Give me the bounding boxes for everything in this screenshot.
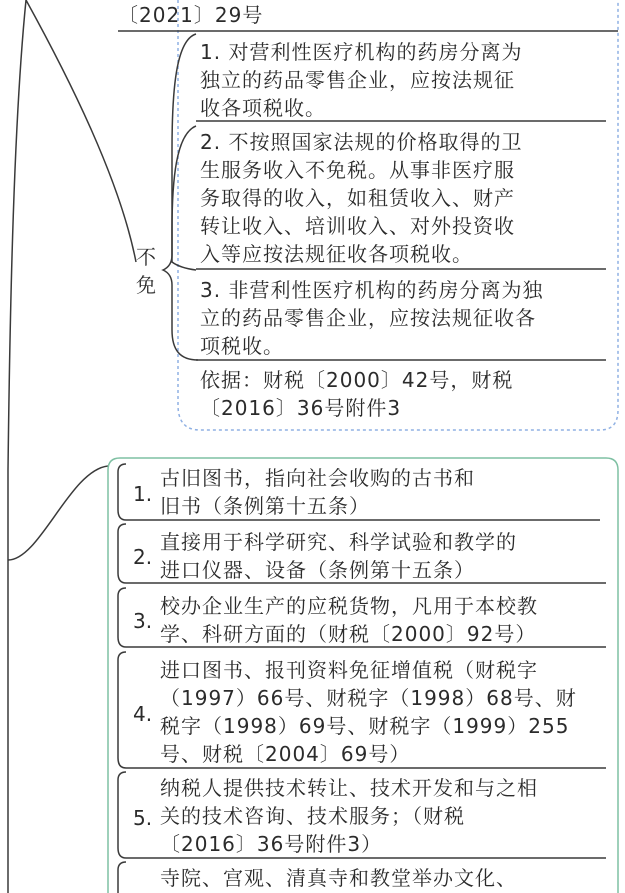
list-item-line: 税字（1998）69号、财税字（1999）255 (160, 714, 570, 738)
list-item-line: 进口仪器、设备（条例第十五条） (160, 558, 475, 582)
list-item-line: 直接用于科学研究、科学试验和教学的 (160, 530, 517, 554)
list-item-6-bracket (118, 862, 126, 893)
bumian-item-line: 2. 不按照国家法规的价格取得的卫 (200, 130, 523, 154)
bumian-brace-mid (172, 126, 196, 270)
bumian-item-line: 入等应按法规征收各项税收。 (200, 242, 473, 266)
basis-line: 依据：财税〔2000〕42号，财税 (200, 368, 514, 392)
list-item-1 (160, 464, 475, 520)
bumian-label-char: 不 (136, 245, 156, 269)
bumian-brace (163, 34, 198, 360)
list-item-1-number: 1. (133, 482, 153, 506)
bumian-item-line: 生服务收入不免税。从事非医疗服 (200, 158, 515, 182)
list-item-line: 旧书（条例第十五条） (160, 494, 370, 518)
list-item-3-number: 3. (133, 609, 153, 633)
list-item-5-number: 5. (133, 806, 153, 830)
bumian-basis (200, 366, 513, 422)
top-fragment-text: 〔2021〕29号 (118, 3, 264, 27)
bumian-item-line: 收各项税收。 (200, 96, 326, 120)
bumian-item-1 (200, 38, 522, 122)
main-connector (8, 0, 26, 893)
bumian-item-line: 独立的药品零售企业，应按法规征 (200, 68, 515, 92)
bumian-item-line: 项税收。 (200, 334, 284, 358)
bumian-label (134, 243, 158, 299)
list-item-line: （1997）66号、财税字（1998）68号、财 (160, 686, 577, 710)
list-item-line: 学、科研方面的（财税〔2000〕92号） (160, 622, 537, 646)
bumian-item-line: 转让收入、培训收入、对外投资收 (200, 214, 515, 238)
list-item-line: 寺院、宫观、清真寺和教堂举办文化、 (160, 866, 517, 890)
list-item-4 (160, 656, 577, 768)
list-item-4-number: 4. (133, 702, 153, 726)
list-item-line: 关的技术咨询、技术服务；（财税 (160, 804, 465, 828)
bumian-item-line: 立的药品零售企业，应按法规征收各 (200, 306, 536, 330)
list-item-3 (160, 592, 538, 648)
list-item-2 (160, 528, 517, 584)
list-item-5 (160, 774, 538, 858)
list-item-2-number: 2. (133, 545, 153, 569)
list-item-line: 进口图书、报刊资料免征增值税（财税字 (160, 658, 538, 682)
list-item-line: 〔2016〕36号附件3） (160, 832, 383, 856)
basis-line: 〔2016〕36号附件3 (200, 396, 402, 420)
list-item-line: 校办企业生产的应税货物，凡用于本校教 (160, 594, 538, 618)
bumian-item-line: 3. 非营利性医疗机构的药房分离为独 (200, 278, 544, 302)
bumian-item-line: 1. 对营利性医疗机构的药房分离为 (200, 40, 523, 64)
list-item-line: 古旧图书，指向社会收购的古书和 (160, 466, 475, 490)
bumian-label-char: 免 (136, 273, 156, 297)
bumian-item-3 (200, 276, 543, 360)
connector-bumian (26, 0, 136, 262)
connector-list-group (8, 466, 108, 560)
list-item-6 (160, 864, 517, 892)
bumian-item-line: 务取得的收入，如租赁收入、财产 (200, 186, 515, 210)
list-item-line: 号、财税〔2004〕69号） (160, 742, 411, 766)
bumian-item-2 (200, 128, 522, 268)
list-item-line: 纳税人提供技术转让、技术开发和与之相 (160, 776, 538, 800)
